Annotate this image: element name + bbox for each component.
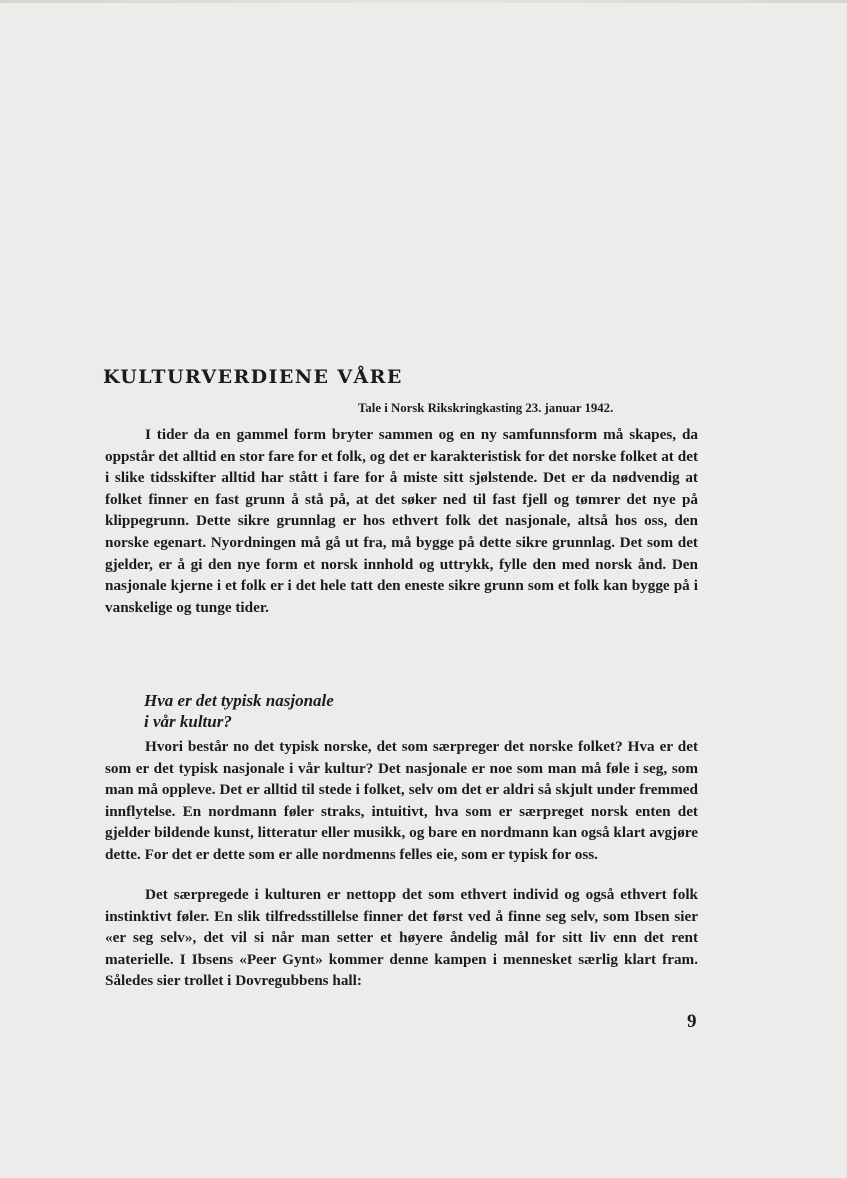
paragraph-national: Hvori består no det typisk norske, det som særpreger det norske folket? Hva er det som er det typisk nasjonale i vår kultur? Det nasjonale er noe som man må føle i seg, som man må oppleve. Det er alltid til stede i folket, selv om det er aldri så skjult under fremmed innflytelse. En nordmann føler straks, intuitivt, hva som er særpreget norsk enten det gjelder bildende kunst, litteratur eller musikk, og bare en nordmann kan også klart avgjøre dette. For det er dette som er alle nordmenns felles eie, som er typisk for oss. — [105, 738, 698, 863]
section-heading — [144, 690, 334, 732]
paragraph-ibsen: Det særpregede i kulturen er nettopp det som ethvert individ og også ethvert folk instinktivt føler. En slik tilfredsstillelse finner det først ved å finne seg selv, som Ibsen sier «er seg selv», det vil si når man setter et høyere åndelig mål for sitt liv enn det rent materielle. I Ibsens «Peer Gynt» kommer denne kampen i mennesket særlig klart fram. Således sier trollet i Dovregubbens hall: — [105, 886, 698, 990]
section-heading-line-1: Hva er det typisk nasjonale — [144, 691, 334, 710]
section-heading-line-2: i vår kultur? — [144, 712, 232, 731]
article-title: KULTURVERDIENE VÅRE — [103, 366, 403, 388]
page-number: 9 — [687, 1011, 697, 1032]
article-subtitle: Tale i Norsk Rikskringkasting 23. januar 1942. — [358, 401, 614, 415]
paragraph-intro: I tider da en gammel form bryter sammen og en ny samfunnsform må skapes, da oppstår det alltid en stor fare for et folk, og det er karakteristisk for det norske folket at det i slike tidsskifter alltid har stått i fare for å miste sitt sjølstende. Det er da nødvendig at folket finner en fast grunn å stå på, at det søker ned til fast fjell og tømrer det nye på klippegrunn. Dette sikre grunnlag er hos ethvert folk det nasjonale, altså hos oss, den norske egenart. Nyordningen må gå ut fra, må bygge på dette sikre grunnlag. Det som det gjelder, er å gi den nye form et norsk innhold og uttrykk, fylle den med norsk ånd. Den nasjonale kjerne i et folk er i det hele tatt den eneste sikre grunn som et folk kan bygge på i vanskelige og tunge tider. — [105, 426, 698, 616]
